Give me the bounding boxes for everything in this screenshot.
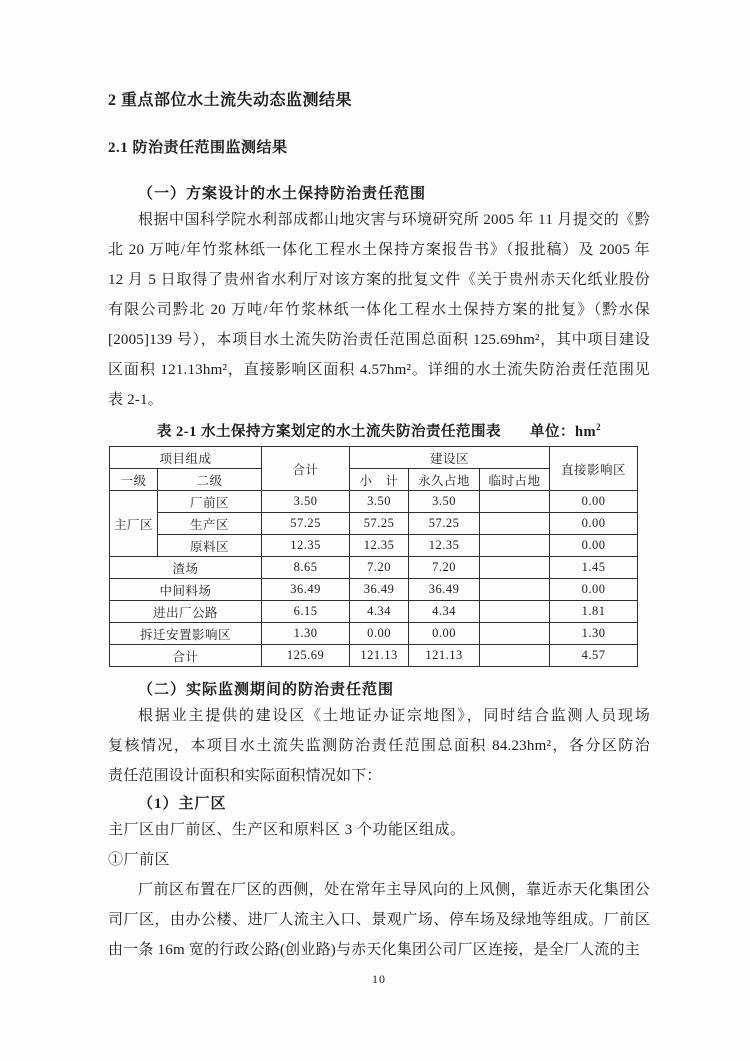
responsibility-area-table <box>109 446 638 667</box>
table-cell: 生产区 <box>158 513 262 535</box>
text-line: 由一条 16m 宽的行政公路(创业路)与赤天化集团公司厂区连接，是全厂人流的主 <box>108 942 640 958</box>
chapter-heading: 2 重点部位水土流失动态监测结果 <box>108 92 353 109</box>
paragraph-plan-design <box>108 205 650 415</box>
table-cell: 3.50 <box>350 491 409 513</box>
table-unit-label: 单位：$hm^2$ <box>529 422 602 440</box>
table-cell: 原料区 <box>158 535 262 557</box>
table-cell: 主厂区 <box>110 491 158 557</box>
text-line: 责任范围设计面积和实际面积情况如下： <box>108 768 382 784</box>
table-header-cell: 永久占地 <box>409 469 480 491</box>
table-cell: 0.00 <box>550 513 638 535</box>
table-cell <box>480 579 550 601</box>
table-cell <box>480 645 550 667</box>
table-cell: 57.25 <box>409 513 480 535</box>
table-cell: 渣场 <box>110 557 262 579</box>
table-cell: 4.34 <box>409 601 480 623</box>
table-cell: 0.00 <box>550 535 638 557</box>
table-cell: 0.00 <box>550 491 638 513</box>
table-cell: 8.65 <box>262 557 350 579</box>
table-row <box>110 601 638 623</box>
text-line: 厂前区布置在厂区的西侧，处在常年主导风向的上风侧，靠近赤天化集团公 <box>138 882 650 898</box>
page-number: 10 <box>372 972 386 986</box>
table-cell: 0.00 <box>409 623 480 645</box>
text-line: 根据中国科学院水利部成都山地灾害与环境研究所 2005 年 11 月提交的《黔 <box>138 212 650 228</box>
table-row <box>110 491 638 513</box>
text-line: 北 20 万吨/年竹浆林纸一体化工程水土保持方案报告书》（报批稿）及 2005 年 <box>108 242 650 258</box>
table-cell: 中间料场 <box>110 579 262 601</box>
table-cell: 1.30 <box>262 623 350 645</box>
text-line: 表 2-1。 <box>108 392 163 408</box>
table-cell <box>480 513 550 535</box>
text-line: 12 月 5 日取得了贵州省水利厅对该方案的批复文件《关于贵州赤天化纸业股份 <box>108 272 650 288</box>
section-heading-2-1: 2.1 防治责任范围监测结果 <box>108 140 288 156</box>
text-line: 区面积 121.13hm²，直接影响区面积 4.57hm²。详细的水土流失防治责任范围见 <box>108 362 650 378</box>
table-row <box>110 535 638 557</box>
table-cell: 3.50 <box>262 491 350 513</box>
subsection-heading-front-area: ①厂前区 <box>108 852 171 868</box>
table-cell: 7.20 <box>409 557 480 579</box>
page-content <box>108 90 650 987</box>
table-cell: 合计 <box>110 645 262 667</box>
table-cell: 7.20 <box>350 557 409 579</box>
table-cell: 12.35 <box>409 535 480 557</box>
table-cell: 57.25 <box>350 513 409 535</box>
subsection-heading-actual-monitoring: （二）实际监测期间的防治责任范围 <box>138 682 395 698</box>
text-line: 有限公司黔北 20 万吨/年竹浆林纸一体化工程水土保持方案的批复》（黔水保 <box>108 302 650 318</box>
table-header-cell: 合计 <box>262 447 350 491</box>
table-cell: 121.13 <box>350 645 409 667</box>
table-cell: 厂前区 <box>158 491 262 513</box>
paragraph-main-plant-intro: 主厂区由厂前区、生产区和原料区 3 个功能区组成。 <box>108 822 466 838</box>
table-header-cell: 临时占地 <box>480 469 550 491</box>
table-cell: 6.15 <box>262 601 350 623</box>
paragraph-front-area <box>108 875 650 965</box>
table-cell: 121.13 <box>409 645 480 667</box>
table-cell <box>480 623 550 645</box>
table-cell <box>480 601 550 623</box>
table-cell: 3.50 <box>409 491 480 513</box>
table-cell: 0.00 <box>350 623 409 645</box>
table-row <box>110 623 638 645</box>
table-cell: 36.49 <box>409 579 480 601</box>
table-header-cell: 项目组成 <box>110 447 262 469</box>
table-row <box>110 557 638 579</box>
table-header-cell: 小 计 <box>350 469 409 491</box>
table-cell: 进出厂公路 <box>110 601 262 623</box>
text-line: 根据业主提供的建设区《土地证办证宗地图》，同时结合监测人员现场 <box>138 708 650 724</box>
table-cell: 4.34 <box>350 601 409 623</box>
table-cell <box>480 557 550 579</box>
table-cell <box>480 535 550 557</box>
table-row <box>110 645 638 667</box>
table-cell: 拆迁安置影响区 <box>110 623 262 645</box>
table-header-cell: 建设区 <box>350 447 550 469</box>
table-header-cell: 直接影响区 <box>550 447 638 491</box>
table-cell: 57.25 <box>262 513 350 535</box>
table-cell: 1.45 <box>550 557 638 579</box>
text-line: 复核情况，本项目水土流失监测防治责任范围总面积 84.23hm²，各分区防治 <box>108 738 650 754</box>
subsection-heading-plan-design: （一）方案设计的水土保持防治责任范围 <box>138 186 427 202</box>
text-line: 司厂区，由办公楼、进厂人流主入口、景观广场、停车场及绿地等组成。厂前区 <box>108 912 650 928</box>
table-header-row <box>110 447 638 469</box>
subsection-heading-main-plant: （1）主厂区 <box>138 796 227 812</box>
table-cell: 1.30 <box>550 623 638 645</box>
table-row <box>110 579 638 601</box>
table-cell: 1.81 <box>550 601 638 623</box>
table-cell <box>480 491 550 513</box>
table-row <box>110 513 638 535</box>
table-cell: 125.69 <box>262 645 350 667</box>
table-header-cell: 一级 <box>110 469 158 491</box>
table-caption <box>108 421 650 443</box>
table-cell: 36.49 <box>350 579 409 601</box>
table-cell: 4.57 <box>550 645 638 667</box>
text-line: [2005]139 号），本项目水土流失防治责任范围总面积 125.69hm²，其中项目建设 <box>108 332 650 348</box>
table-caption-text: 表 2-1 水土保持方案划定的水土流失防治责任范围表 <box>156 424 501 440</box>
table-cell: 12.35 <box>262 535 350 557</box>
table-cell: 12.35 <box>350 535 409 557</box>
table-cell: 0.00 <box>550 579 638 601</box>
table-header-cell: 二级 <box>158 469 262 491</box>
table-cell: 36.49 <box>262 579 350 601</box>
paragraph-actual-monitoring <box>108 701 650 791</box>
